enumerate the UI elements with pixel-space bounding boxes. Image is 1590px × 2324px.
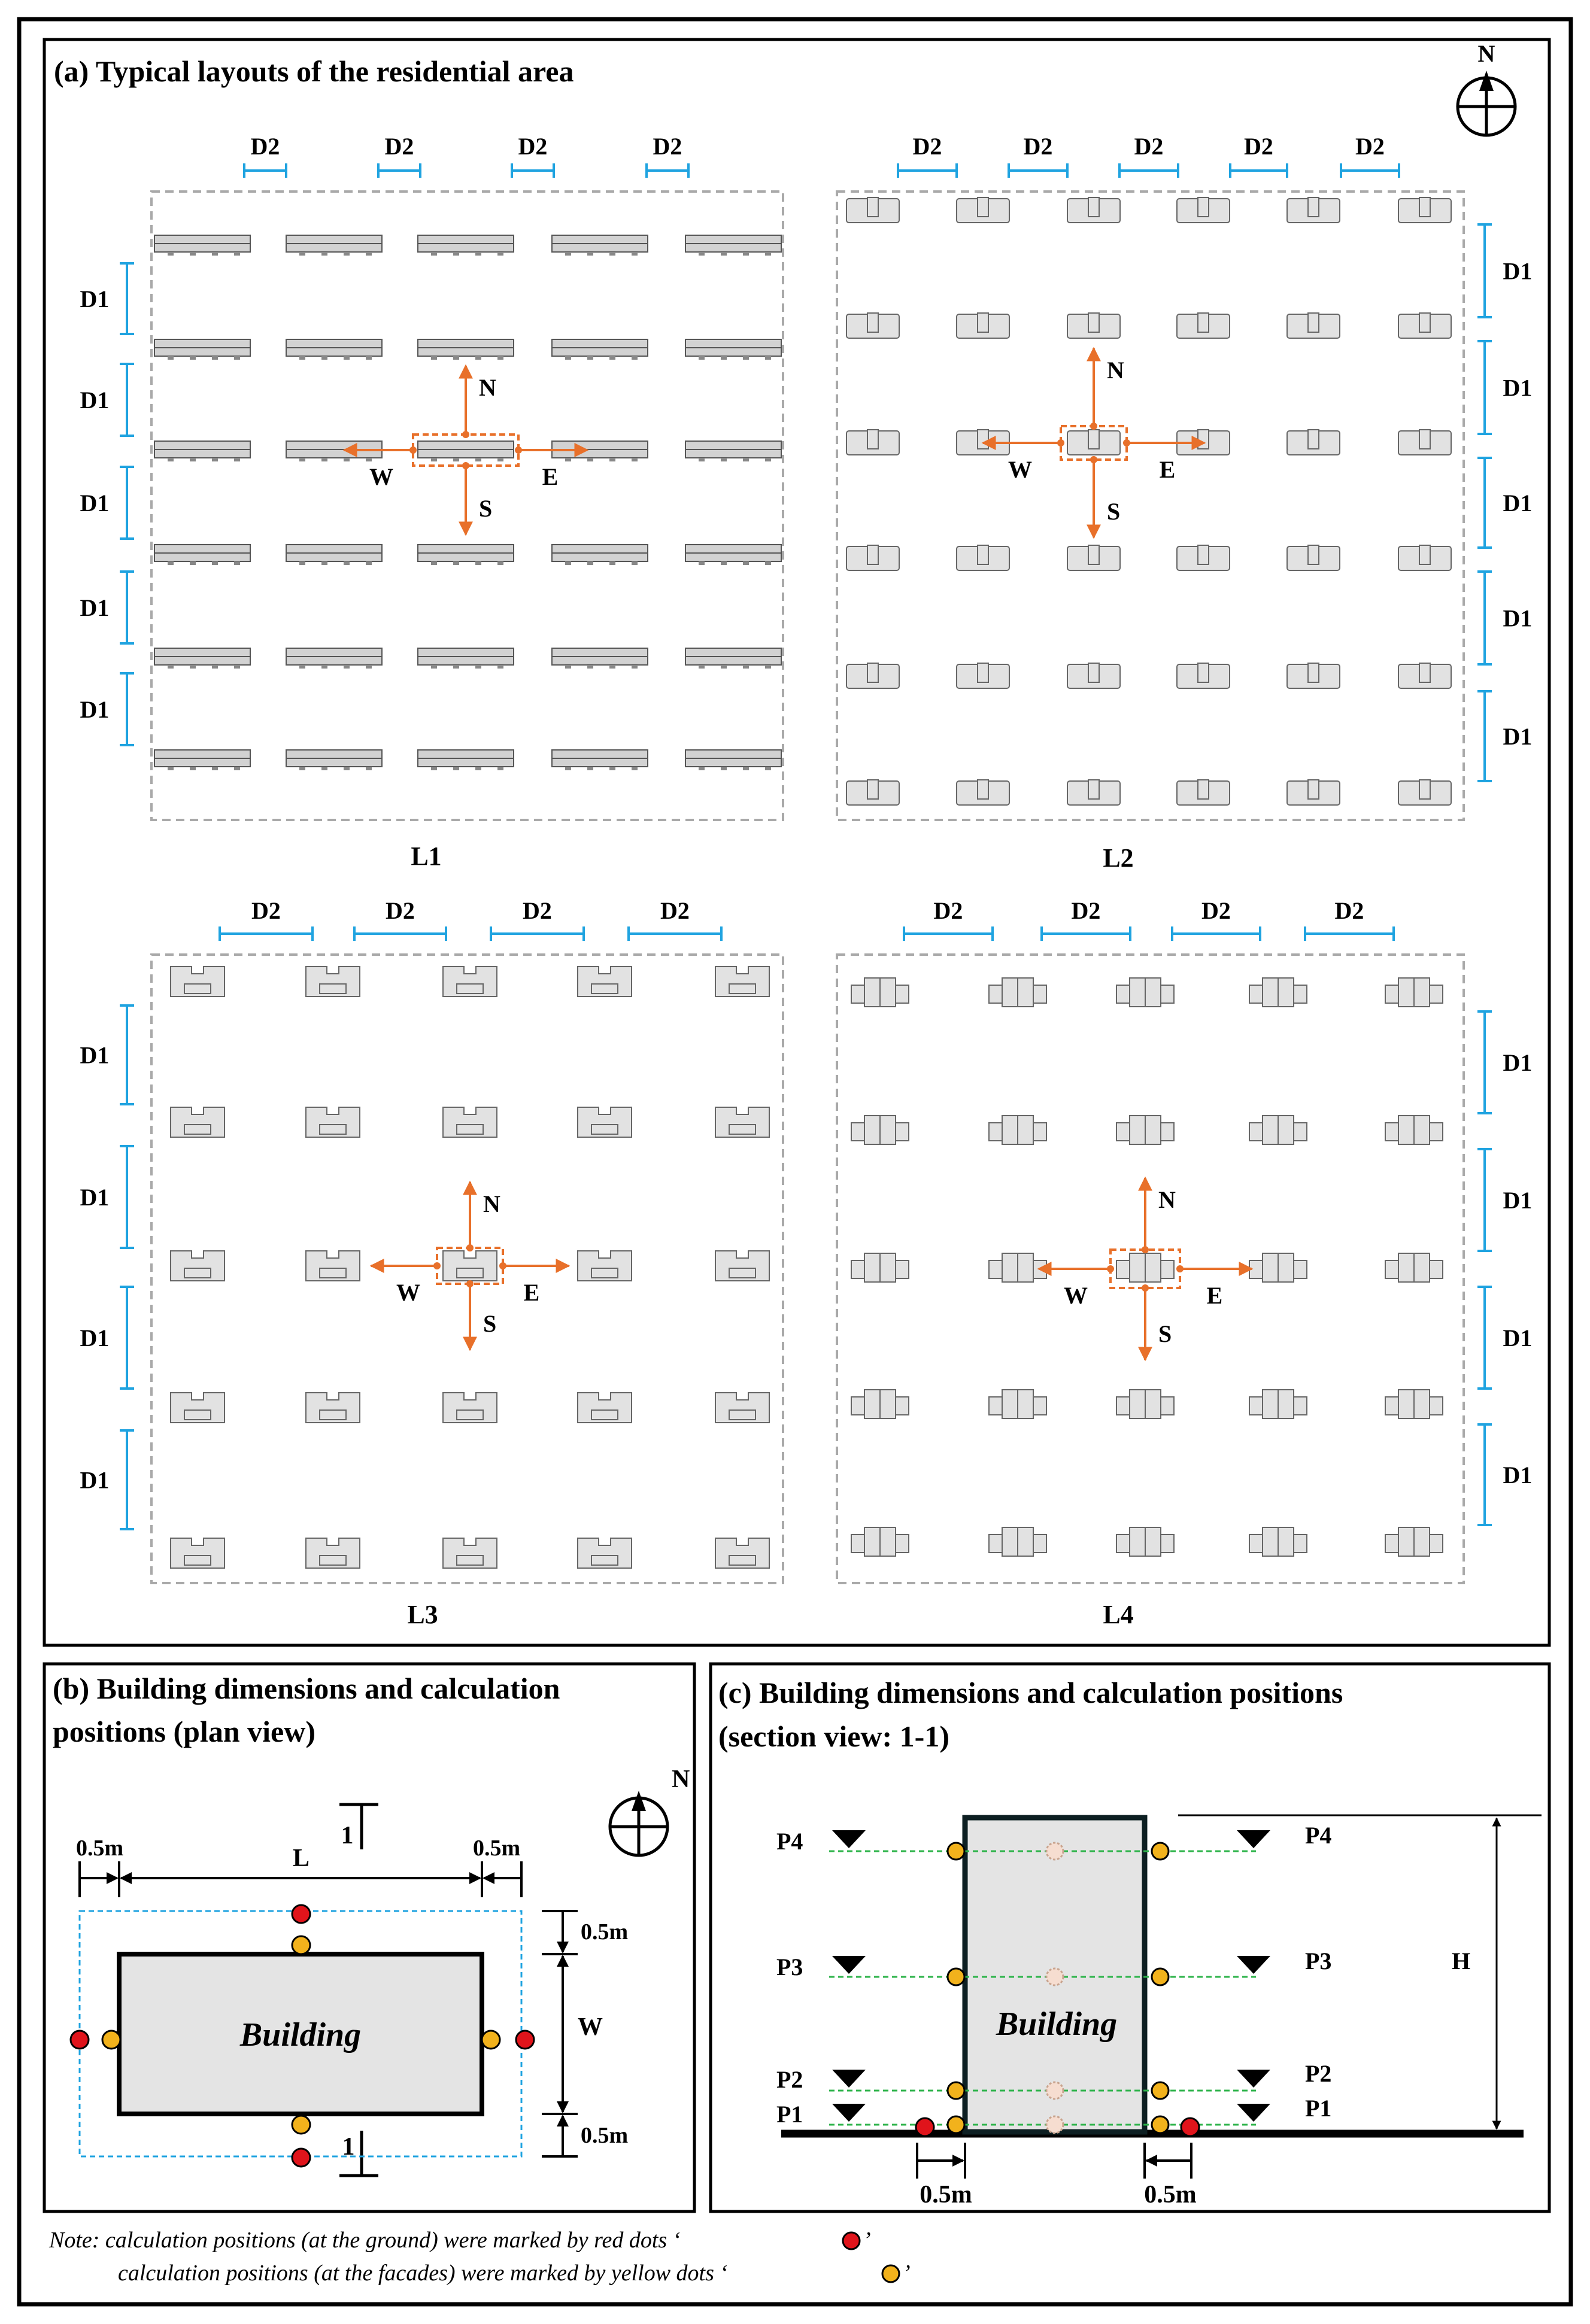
note (48, 2228, 911, 2286)
point-building (1177, 663, 1230, 688)
spacing-dimension (120, 467, 134, 539)
point-building (1398, 198, 1451, 223)
point-building (1067, 430, 1120, 455)
spacing-label-d1: D1 (80, 1184, 110, 1211)
calculation-point-marker (1107, 1265, 1114, 1272)
slab-building (154, 441, 250, 461)
offset-right-label: 0.5m (473, 1836, 521, 1861)
calculation-point-marker (1057, 439, 1064, 446)
slab-building (685, 545, 781, 565)
section-offset-dimensions (917, 2143, 1191, 2179)
spacing-dimension (1477, 1149, 1492, 1251)
calculation-point-marker (1176, 1265, 1184, 1272)
u-shaped-building (171, 1251, 224, 1281)
spacing-dimension (1341, 163, 1399, 178)
layout-l4 (851, 897, 1532, 1556)
level-label-right: P2 (1305, 2060, 1332, 2087)
slab-building (552, 235, 648, 256)
spacing-label-d2: D2 (912, 133, 942, 160)
u-shaped-building (715, 1538, 769, 1568)
calculation-point-marker (462, 462, 469, 469)
length-label: L (292, 1845, 310, 1872)
u-shaped-building (306, 1251, 360, 1281)
spacing-label-d1: D1 (80, 490, 110, 517)
point-building (1067, 313, 1120, 338)
u-shaped-building (715, 1107, 769, 1137)
point-building (1067, 663, 1120, 688)
spacing-label-d2: D2 (660, 897, 690, 924)
cross-shaped-building (1116, 1527, 1174, 1556)
facade-dot-left (948, 1843, 964, 1860)
direction-label-s: S (1158, 1320, 1172, 1347)
direction-label-s: S (1107, 498, 1121, 525)
spacing-dimension (1477, 341, 1492, 434)
cross-shaped-building (851, 1253, 909, 1282)
cross-shaped-building (989, 978, 1046, 1007)
spacing-label-d1: D1 (80, 1324, 110, 1351)
note-line2-text: calculation positions (at the facades) were marked by yellow dots ‘ (118, 2261, 728, 2286)
cross-shaped-building (1249, 1116, 1307, 1144)
spacing-label-d1: D1 (80, 594, 110, 621)
level-label-left: P1 (776, 2101, 803, 2128)
spacing-dimension (120, 1005, 134, 1104)
calculation-point-marker (466, 1244, 474, 1251)
spacing-dimension (120, 673, 134, 745)
calculation-point-marker (515, 446, 522, 454)
spacing-dimension (491, 926, 584, 941)
u-shaped-building (171, 1393, 224, 1423)
compass-b-label: N (672, 1766, 690, 1793)
spacing-dimension (120, 1287, 134, 1389)
calculation-point-marker (462, 431, 469, 438)
direction-label-e: E (1206, 1282, 1223, 1309)
point-building (1398, 430, 1451, 455)
hidden-point (1046, 1968, 1063, 1985)
layout-plans (80, 133, 1533, 1568)
spacing-label-d2: D2 (251, 897, 281, 924)
u-shaped-building (578, 1251, 632, 1281)
slab-building (154, 750, 250, 770)
section-offset-left-label: 0.5m (920, 2181, 972, 2208)
spacing-label-d2: D2 (1134, 133, 1164, 160)
spacing-dimension (120, 263, 134, 334)
spacing-label-d1: D1 (80, 285, 110, 312)
cross-shaped-building (989, 1527, 1046, 1556)
compass-b (610, 1766, 690, 1855)
direction-label-e: E (542, 463, 559, 490)
calculation-point-marker (433, 1262, 441, 1269)
spacing-label-d2: D2 (1071, 897, 1101, 924)
spacing-dimension (378, 163, 420, 178)
point-building (846, 545, 899, 570)
spacing-label-d1: D1 (1503, 1324, 1533, 1351)
cross-shaped-building (1249, 1253, 1307, 1282)
slab-building (685, 648, 781, 669)
panel-a-title: (a) Typical layouts of the residential area (54, 54, 574, 88)
u-shaped-building (578, 1107, 632, 1137)
level-label-left: P4 (776, 1828, 803, 1855)
facade-dot-right (1152, 2116, 1169, 2133)
direction-label-w: W (1064, 1282, 1088, 1309)
calculation-point-marker (466, 1280, 474, 1287)
facade-dot-south (292, 2116, 310, 2134)
cross-shaped-building (1116, 1390, 1174, 1418)
slab-building (286, 545, 382, 565)
spacing-label-d1: D1 (80, 696, 110, 723)
note-line1-end: ’ (863, 2228, 871, 2253)
width-label: W (578, 2013, 603, 2041)
u-shaped-building (171, 1107, 224, 1137)
point-building (1177, 198, 1230, 223)
point-building (957, 780, 1009, 805)
spacing-label-d1: D1 (80, 1466, 110, 1494)
cross-shaped-building (1385, 1253, 1443, 1282)
slab-building (154, 339, 250, 360)
point-building (846, 663, 899, 688)
hidden-point (1046, 2116, 1063, 2133)
point-building (1398, 780, 1451, 805)
direction-label-e: E (1159, 456, 1176, 483)
spacing-label-d2: D2 (1244, 133, 1273, 160)
spacing-label-d1: D1 (1503, 1462, 1533, 1488)
layout-l2-boundary (837, 192, 1464, 820)
layout-l2 (846, 133, 1532, 805)
cross-shaped-building (1249, 978, 1307, 1007)
spacing-label-d2: D2 (1023, 133, 1053, 160)
spacing-label-d2: D2 (653, 133, 682, 160)
cross-shaped-building (1116, 1253, 1174, 1282)
point-building (1067, 198, 1120, 223)
compass-a (1458, 40, 1515, 135)
spacing-label-d1: D1 (1503, 257, 1533, 285)
building-plan-label: Building (239, 2016, 362, 2053)
spacing-dimension (120, 572, 134, 643)
spacing-label-d1: D1 (1503, 723, 1533, 750)
facade-dot-left (948, 1968, 964, 1985)
spacing-dimension (647, 163, 688, 178)
cross-shaped-building (989, 1253, 1046, 1282)
spacing-dimension (120, 364, 134, 436)
point-building (1067, 545, 1120, 570)
point-building (1287, 663, 1340, 688)
hidden-point (1046, 1843, 1063, 1860)
cross-shaped-building (851, 1527, 909, 1556)
spacing-dimension (512, 163, 554, 178)
point-building (846, 430, 899, 455)
cross-shaped-building (851, 978, 909, 1007)
u-shaped-building (443, 1538, 497, 1568)
direction-label-n: N (479, 374, 496, 401)
layout-l1-boundary (151, 192, 783, 820)
slab-building (552, 750, 648, 770)
height-label: H (1452, 1948, 1471, 1974)
layout-l3 (80, 897, 769, 1568)
north-arrow-icon (632, 1791, 646, 1811)
spacing-label-d1: D1 (80, 387, 110, 414)
offset-top-label: 0.5m (581, 1919, 629, 1945)
slab-building (685, 235, 781, 256)
point-building (1398, 545, 1451, 570)
spacing-dimension (1477, 1287, 1492, 1389)
spacing-label-d1: D1 (1503, 374, 1533, 402)
spacing-dimension (220, 926, 312, 941)
slab-building (685, 339, 781, 360)
slab-building (286, 750, 382, 770)
level-marker-right-icon (1237, 2104, 1270, 2122)
spacing-dimension (1009, 163, 1067, 178)
spacing-dimension (1477, 572, 1492, 664)
point-building (1287, 545, 1340, 570)
slab-building (685, 750, 781, 770)
slab-building (154, 648, 250, 669)
point-building (1287, 313, 1340, 338)
layout-l1-name: L1 (411, 841, 442, 871)
point-building (957, 198, 1009, 223)
slab-building (685, 441, 781, 461)
ground-dot-left (916, 2118, 934, 2136)
facade-dot-west (102, 2031, 120, 2049)
layout-l3-name: L3 (407, 1600, 438, 1629)
calculation-point-marker (1090, 423, 1097, 430)
layout-l1 (80, 133, 781, 770)
spacing-label-d2: D2 (250, 133, 280, 160)
section-mark-bottom (339, 2131, 378, 2176)
level-marker-left-icon (832, 1956, 866, 1974)
spacing-label-d2: D2 (386, 897, 415, 924)
ground-dot-west (71, 2031, 89, 2049)
direction-label-s: S (479, 495, 493, 522)
slab-building (552, 545, 648, 565)
level-marker-right-icon (1237, 1956, 1270, 1974)
slab-building (418, 235, 514, 256)
spacing-dimension (1305, 926, 1394, 941)
calculation-point-marker (1142, 1284, 1149, 1292)
direction-label-s: S (483, 1310, 497, 1337)
slab-building (286, 339, 382, 360)
spacing-dimension (1477, 1424, 1492, 1525)
cross-shaped-building (1249, 1527, 1307, 1556)
slab-building (286, 235, 382, 256)
u-shaped-building (715, 1393, 769, 1423)
spacing-dimension (1119, 163, 1178, 178)
direction-label-w: W (1008, 456, 1032, 483)
spacing-label-d1: D1 (1503, 1187, 1533, 1214)
facade-dot-north (292, 1936, 310, 1954)
cross-shaped-building (1116, 1116, 1174, 1144)
facade-dot-east (482, 2031, 500, 2049)
calculation-point-marker (1090, 456, 1097, 463)
slab-building (552, 339, 648, 360)
calculation-point-marker (409, 446, 417, 454)
ground-dot-east (516, 2031, 534, 2049)
ground-dot-south (292, 2149, 310, 2167)
spacing-dimension (354, 926, 446, 941)
spacing-label-d1: D1 (1503, 604, 1533, 632)
spacing-dimension (1477, 224, 1492, 317)
note-line1-text: Note: calculation positions (at the ground) were marked by red dots ‘ (49, 2228, 681, 2253)
direction-label-w: W (396, 1279, 420, 1306)
slab-building (418, 441, 514, 461)
section-label-bottom: 1 (342, 2133, 355, 2161)
slab-building (154, 545, 250, 565)
u-shaped-building (171, 967, 224, 997)
facade-dot-right (1152, 1968, 1169, 1985)
point-building (957, 313, 1009, 338)
level-marker-right-icon (1237, 1830, 1270, 1848)
u-shaped-building (306, 967, 360, 997)
u-shaped-building (306, 1538, 360, 1568)
direction-label-w: W (369, 463, 393, 490)
cross-shaped-building (1116, 978, 1174, 1007)
point-building (1287, 430, 1340, 455)
level-marker-right-icon (1237, 2070, 1270, 2088)
level-label-left: P2 (776, 2066, 803, 2093)
calculation-point-marker (499, 1262, 506, 1269)
u-shaped-building (443, 1107, 497, 1137)
cross-shaped-building (1385, 1527, 1443, 1556)
point-building (1177, 313, 1230, 338)
spacing-dimension (1477, 458, 1492, 548)
section-offset-right-label: 0.5m (1144, 2181, 1197, 2208)
red-dot-legend-icon (843, 2232, 860, 2249)
facade-dot-right (1152, 1843, 1169, 1860)
cross-shaped-building (851, 1390, 909, 1418)
point-building (1398, 313, 1451, 338)
calculation-point-marker (1142, 1246, 1149, 1253)
spacing-label-d2: D2 (1201, 897, 1231, 924)
spacing-label-d2: D2 (1334, 897, 1364, 924)
panel-c-title-line1: (c) Building dimensions and calculation positions (718, 1676, 1343, 1709)
spacing-label-d2: D2 (523, 897, 552, 924)
slab-building (418, 648, 514, 669)
u-shaped-building (578, 1393, 632, 1423)
compass-a-label: N (1477, 40, 1495, 67)
cross-shaped-building (1385, 1116, 1443, 1144)
spacing-dimension (244, 163, 286, 178)
spacing-label-d2: D2 (1355, 133, 1385, 160)
u-shaped-building (578, 967, 632, 997)
spacing-dimension (1477, 1011, 1492, 1113)
note-line2-end: ’ (903, 2261, 911, 2286)
spacing-dimension (898, 163, 957, 178)
spacing-dimension (120, 1146, 134, 1248)
level-label-right: P3 (1305, 1948, 1332, 1974)
panel-b-title-line2: positions (plan view) (53, 1715, 315, 1748)
u-shaped-building (171, 1538, 224, 1568)
direction-label-n: N (1107, 357, 1124, 384)
point-building (1287, 198, 1340, 223)
slab-building (286, 648, 382, 669)
u-shaped-building (443, 1251, 497, 1281)
cross-shaped-building (851, 1116, 909, 1144)
north-arrow-icon (1479, 71, 1494, 91)
point-building (1287, 780, 1340, 805)
panel-a-frame (44, 40, 1549, 1645)
point-building (846, 198, 899, 223)
ground-dot-right (1181, 2118, 1199, 2136)
facade-dot-left (948, 2082, 964, 2099)
spacing-label-d2: D2 (933, 897, 963, 924)
slab-building (418, 545, 514, 565)
spacing-dimension (1230, 163, 1287, 178)
u-shaped-building (306, 1393, 360, 1423)
facade-dot-right (1152, 2082, 1169, 2099)
slab-building (154, 235, 250, 256)
section-mark-top (339, 1804, 378, 1849)
point-building (1398, 663, 1451, 688)
u-shaped-building (578, 1538, 632, 1568)
u-shaped-building (715, 967, 769, 997)
point-building (846, 313, 899, 338)
spacing-dimension (629, 926, 721, 941)
yellow-dot-legend-icon (882, 2265, 899, 2282)
u-shaped-building (443, 967, 497, 997)
spacing-dimension (904, 926, 993, 941)
spacing-dimension (1172, 926, 1260, 941)
cross-shaped-building (1385, 1390, 1443, 1418)
facade-dot-left (948, 2116, 964, 2133)
point-building (846, 780, 899, 805)
u-shaped-building (306, 1107, 360, 1137)
level-label-left: P3 (776, 1954, 803, 1980)
level-marker-left-icon (832, 2104, 866, 2122)
point-building (1177, 545, 1230, 570)
cross-shaped-building (989, 1390, 1046, 1418)
cross-shaped-building (1249, 1390, 1307, 1418)
slab-building (418, 339, 514, 360)
cross-shaped-building (1385, 978, 1443, 1007)
layout-l4-name: L4 (1103, 1600, 1134, 1629)
point-building (1177, 780, 1230, 805)
point-building (957, 545, 1009, 570)
level-label-right: P1 (1305, 2095, 1332, 2122)
spacing-label-d1: D1 (80, 1041, 110, 1069)
slab-building (418, 750, 514, 770)
spacing-label-d1: D1 (1503, 1049, 1533, 1076)
spacing-label-d1: D1 (1503, 490, 1533, 517)
direction-label-n: N (1158, 1186, 1176, 1213)
u-shaped-building (443, 1393, 497, 1423)
layout-l2-name: L2 (1103, 843, 1134, 873)
building-section-label: Building (996, 2006, 1118, 2043)
level-marker-left-icon (832, 2070, 866, 2088)
spacing-label-d2: D2 (518, 133, 548, 160)
spacing-label-d2: D2 (384, 133, 414, 160)
direction-label-e: E (523, 1279, 540, 1306)
ground-dot-north (292, 1905, 310, 1923)
slab-building (552, 648, 648, 669)
hidden-point (1046, 2082, 1063, 2099)
level-label-right: P4 (1305, 1822, 1332, 1849)
section-label-top: 1 (341, 1822, 354, 1849)
direction-label-n: N (483, 1190, 500, 1217)
panel-c-title-line2: (section view: 1-1) (718, 1720, 949, 1753)
cross-shaped-building (989, 1116, 1046, 1144)
offset-left-label: 0.5m (76, 1836, 124, 1861)
point-building (957, 663, 1009, 688)
offset-bottom-label: 0.5m (581, 2123, 629, 2148)
level-marker-left-icon (832, 1830, 866, 1848)
spacing-dimension (1042, 926, 1130, 941)
spacing-dimension (1477, 691, 1492, 781)
spacing-dimension (120, 1430, 134, 1529)
point-building (1067, 780, 1120, 805)
calculation-point-marker (1123, 439, 1130, 446)
panel-b-title-line1: (b) Building dimensions and calculation (53, 1672, 560, 1705)
u-shaped-building (715, 1251, 769, 1281)
